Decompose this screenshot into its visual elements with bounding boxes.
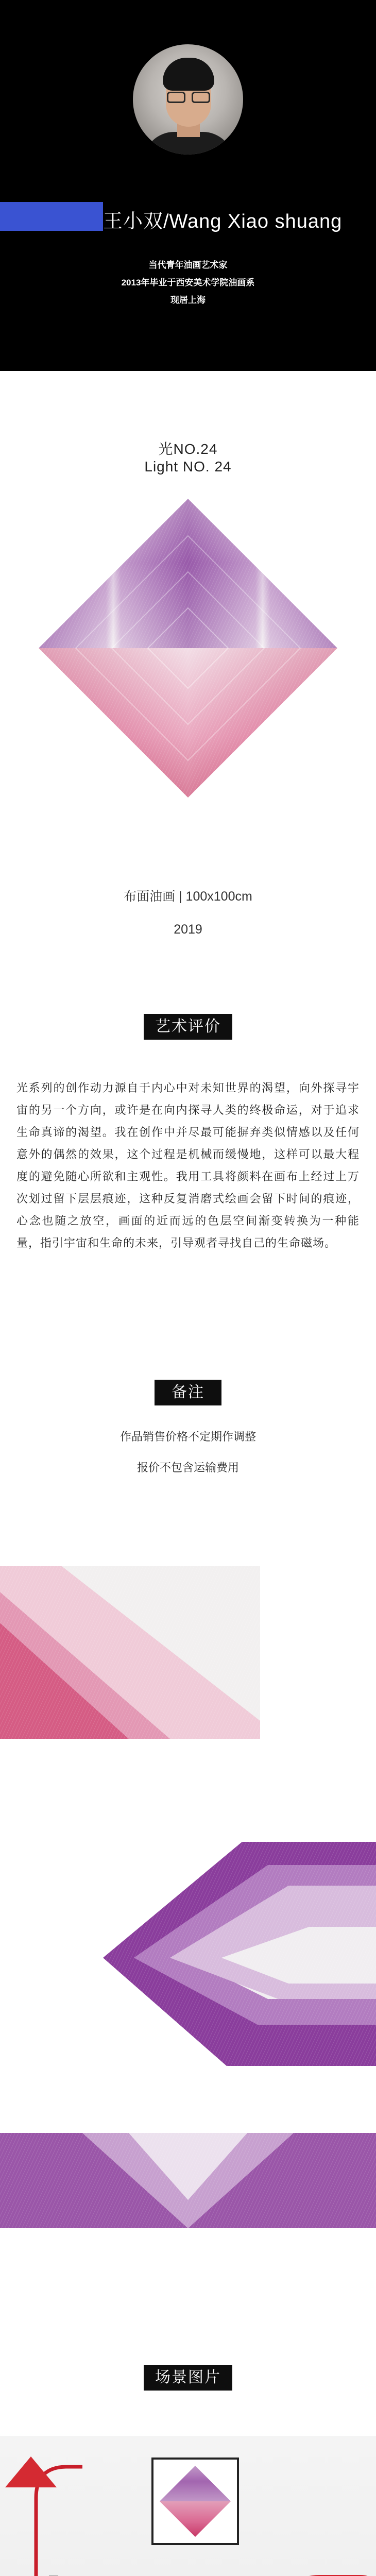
framed-painting (152, 2459, 238, 2544)
note-line-2: 报价不包含运输费用 (136, 1461, 239, 1474)
artist-name: 王小双/Wang Xiao shuang (103, 211, 343, 232)
scene-image (0, 2436, 376, 2576)
scene-heading: 场景图片 (144, 2365, 232, 2391)
bio-line-3: 现居上海 (170, 295, 206, 305)
notes-heading: 备注 (155, 1380, 221, 1405)
bio-line-2: 2013年毕业于西安美术学院油画系 (121, 278, 255, 287)
artwork-title-cn: 光NO.24 (158, 441, 218, 457)
artwork-medium-size: 布面油画 | 100x100cm (124, 889, 252, 904)
floor-lamp (5, 2456, 82, 2576)
detail-image-2 (103, 1842, 376, 2066)
detail-image-3 (0, 2133, 376, 2228)
bio-line-1: 当代青年油画艺术家 (148, 260, 228, 270)
note-line-1: 作品销售价格不定期作调整 (119, 1430, 256, 1443)
artwork-title-en: Light NO. 24 (144, 459, 232, 474)
artwork-year: 2019 (174, 922, 202, 937)
review-heading: 艺术评价 (144, 1014, 232, 1040)
main-painting (31, 495, 345, 804)
detail-image-1 (0, 1566, 260, 1739)
review-text: 光系列的创作动力源自于内心中对未知世界的渴望，向外探寻宇宙的另一个方向，或许是在向内探寻人类的终极命运，对于追求生命真谛的渴望。我在创作中并尽最可能摒弃类似情感以及任何意外的偶然的效果，这个过程是机械而缓慢地，这样可以最大程度的避免随心所欲和主观性。我用工具将颜料在画布上经过上万次划过留下层层痕迹，这种反复消磨式绘画会留下时间的痕迹，心念也随之放空，画面的近而远的色层空间渐变转换为一种能量，指引宇宙和生命的未来，引导观者寻找自己的生命磁场。 (16, 1081, 360, 1249)
